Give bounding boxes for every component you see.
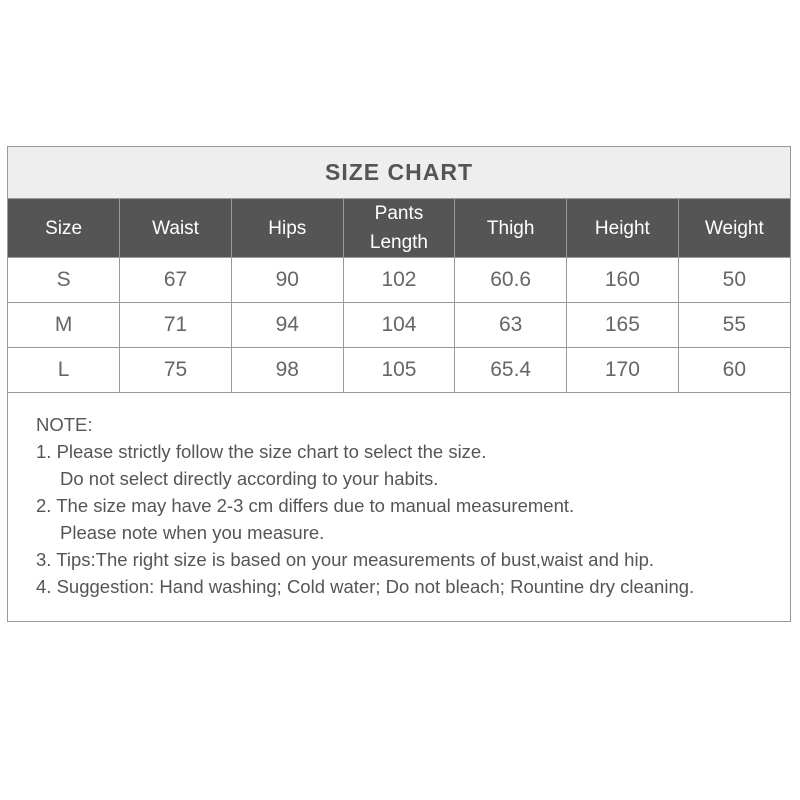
title-bar <box>8 147 790 199</box>
table-cell: 60.6 <box>455 258 567 303</box>
note-line: 4. Suggestion: Hand washing; Cold water; Do not bleach; Rountine dry cleaning. <box>36 576 695 597</box>
table-cell: 105 <box>343 348 455 393</box>
size-table <box>8 199 790 393</box>
table-cell: 170 <box>567 348 679 393</box>
col-header-thigh: Thigh <box>455 199 567 258</box>
table-cell: M <box>8 303 120 348</box>
note-line: Please note when you measure. <box>60 522 325 543</box>
table-cell: 98 <box>231 348 343 393</box>
table-cell: 94 <box>231 303 343 348</box>
table-cell: 102 <box>343 258 455 303</box>
table-cell: 63 <box>455 303 567 348</box>
table-row <box>8 348 790 393</box>
table-cell: 160 <box>567 258 679 303</box>
table-cell: 165 <box>567 303 679 348</box>
notes-section <box>8 393 790 600</box>
notes-heading: NOTE: <box>36 414 93 435</box>
table-row <box>8 258 790 303</box>
table-cell: S <box>8 258 120 303</box>
col-header-size: Size <box>8 199 120 258</box>
col-header-pants-length: Pants Length <box>343 199 455 258</box>
note-line: 3. Tips:The right size is based on your measurements of bust,waist and hip. <box>36 549 655 570</box>
col-header-weight: Weight <box>678 199 790 258</box>
table-cell: 50 <box>678 258 790 303</box>
note-line: 2. The size may have 2-3 cm differs due to manual measurement. <box>36 495 575 516</box>
header-row <box>8 199 790 258</box>
table-cell: L <box>8 348 120 393</box>
table-row <box>8 303 790 348</box>
size-chart-card <box>7 146 791 622</box>
table-cell: 65.4 <box>455 348 567 393</box>
table-cell: 60 <box>678 348 790 393</box>
col-header-waist: Waist <box>120 199 232 258</box>
table-cell: 90 <box>231 258 343 303</box>
table-cell: 55 <box>678 303 790 348</box>
note-line: 1. Please strictly follow the size chart to select the size. <box>36 441 487 462</box>
table-cell: 71 <box>120 303 232 348</box>
table-cell: 75 <box>120 348 232 393</box>
col-header-height: Height <box>567 199 679 258</box>
note-line: Do not select directly according to your habits. <box>60 468 439 489</box>
table-cell: 67 <box>120 258 232 303</box>
table-cell: 104 <box>343 303 455 348</box>
col-header-hips: Hips <box>231 199 343 258</box>
size-chart-title: SIZE CHART <box>325 159 473 185</box>
